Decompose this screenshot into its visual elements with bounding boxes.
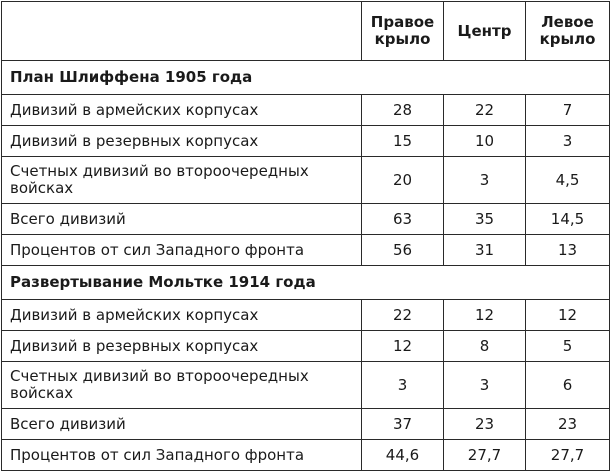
cell-left-wing: 14,5 — [526, 204, 610, 235]
header-row — [2, 2, 610, 61]
cell-right-wing: 28 — [362, 95, 444, 126]
cell-right-wing: 56 — [362, 235, 444, 266]
cell-right-wing: 63 — [362, 204, 444, 235]
cell-left-wing: 13 — [526, 235, 610, 266]
cell-left-wing: 4,5 — [526, 157, 610, 204]
cell-center: 23 — [444, 409, 526, 440]
cell-left-wing: 6 — [526, 362, 610, 409]
header-right-wing: Правое крыло — [362, 2, 444, 61]
cell-center: 27,7 — [444, 440, 526, 471]
divisions-table — [1, 1, 610, 471]
cell-right-wing: 3 — [362, 362, 444, 409]
row-label: Дивизий в армейских корпусах — [2, 300, 362, 331]
section-title: Развертывание Мольтке 1914 года — [2, 266, 610, 300]
cell-center: 3 — [444, 157, 526, 204]
cell-right-wing: 15 — [362, 126, 444, 157]
row-label: Процентов от сил Западного фронта — [2, 440, 362, 471]
table-row — [2, 362, 610, 409]
cell-left-wing: 23 — [526, 409, 610, 440]
table-row — [2, 440, 610, 471]
row-label: Дивизий в резервных корпусах — [2, 331, 362, 362]
table-row — [2, 300, 610, 331]
cell-center: 35 — [444, 204, 526, 235]
section-title-row — [2, 266, 610, 300]
section-title: План Шлиффена 1905 года — [2, 61, 610, 95]
cell-left-wing: 12 — [526, 300, 610, 331]
cell-center: 8 — [444, 331, 526, 362]
table-row — [2, 204, 610, 235]
cell-right-wing: 22 — [362, 300, 444, 331]
table-row — [2, 235, 610, 266]
cell-center: 10 — [444, 126, 526, 157]
row-label: Всего дивизий — [2, 409, 362, 440]
cell-right-wing: 37 — [362, 409, 444, 440]
header-empty — [2, 2, 362, 61]
row-label: Дивизий в армейских корпусах — [2, 95, 362, 126]
row-label: Процентов от сил Западного фронта — [2, 235, 362, 266]
cell-center: 12 — [444, 300, 526, 331]
cell-left-wing: 3 — [526, 126, 610, 157]
row-label: Счетных дивизий во второочередных войсках — [2, 157, 362, 204]
cell-right-wing: 44,6 — [362, 440, 444, 471]
row-label: Дивизий в резервных корпусах — [2, 126, 362, 157]
header-center: Центр — [444, 2, 526, 61]
header-left-wing: Левое крыло — [526, 2, 610, 61]
table-row — [2, 95, 610, 126]
table-row — [2, 409, 610, 440]
cell-left-wing: 5 — [526, 331, 610, 362]
table-row — [2, 157, 610, 204]
cell-center: 22 — [444, 95, 526, 126]
row-label: Всего дивизий — [2, 204, 362, 235]
cell-center: 3 — [444, 362, 526, 409]
cell-left-wing: 7 — [526, 95, 610, 126]
cell-left-wing: 27,7 — [526, 440, 610, 471]
row-label: Счетных дивизий во второочередных войсках — [2, 362, 362, 409]
cell-center: 31 — [444, 235, 526, 266]
table-row — [2, 126, 610, 157]
section-title-row — [2, 61, 610, 95]
cell-right-wing: 20 — [362, 157, 444, 204]
table-row — [2, 331, 610, 362]
cell-right-wing: 12 — [362, 331, 444, 362]
